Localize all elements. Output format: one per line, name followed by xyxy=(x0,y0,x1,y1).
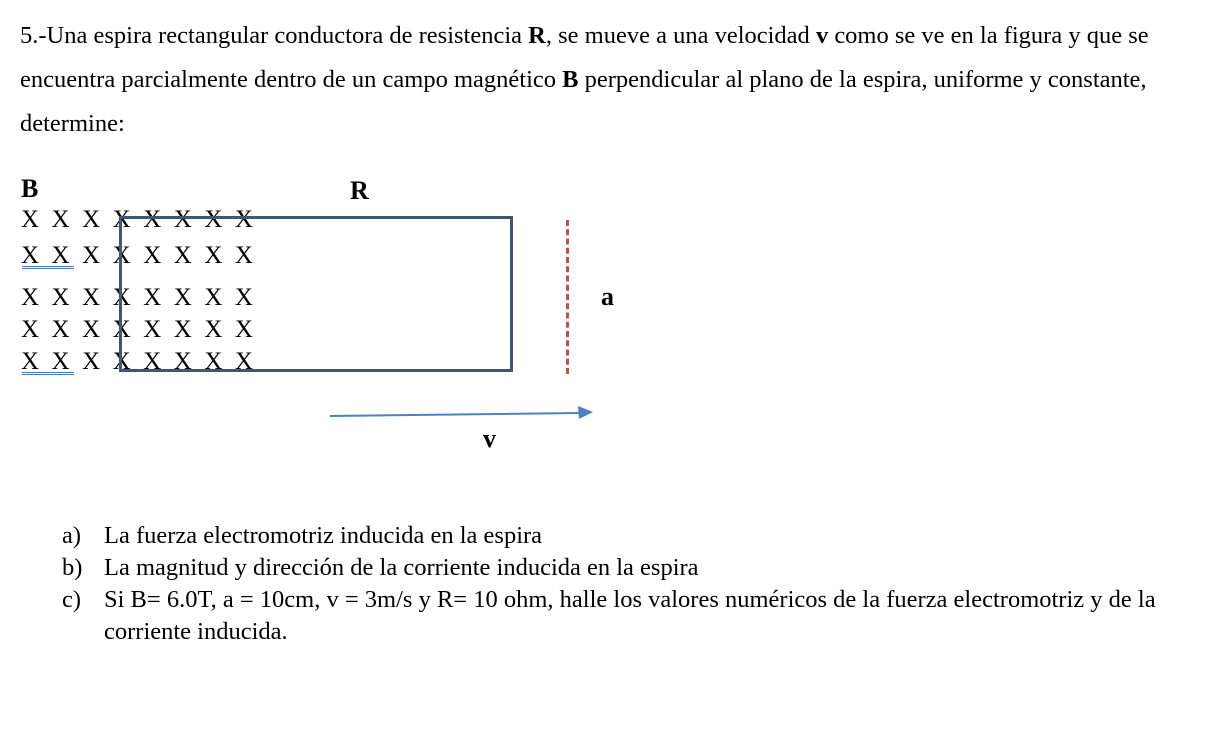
dimension-line-a xyxy=(566,220,569,374)
problem-text-4: perpendicular al plano de la espira, uniforme y constante, determine: xyxy=(20,66,1147,137)
field-row-3: X X X X X X X X xyxy=(21,284,253,311)
velocity-arrow-head xyxy=(578,406,593,419)
figure-label-a: a xyxy=(601,282,614,311)
problem-statement xyxy=(20,14,1170,146)
velocity-arrow-shaft xyxy=(330,413,579,416)
question-text: La fuerza electromotriz inducida en la espira xyxy=(104,522,543,549)
conducting-loop xyxy=(119,216,513,372)
problem-number: 5.- xyxy=(20,22,47,49)
figure-label-r: R xyxy=(350,176,369,205)
figure-label-v: v xyxy=(483,424,496,453)
symbol-r: R xyxy=(528,22,546,49)
problem-text-3: como se ve en la figura y que se encuentra parcialmente dentro de un campo magnético xyxy=(20,22,1149,93)
problem-text-1: Una espira rectangular conductora de resistencia xyxy=(46,22,529,49)
field-row-4: X X X X X X X X xyxy=(21,316,253,343)
symbol-v: v xyxy=(815,22,829,49)
spellcheck-underline xyxy=(22,372,74,375)
question-list xyxy=(62,520,1162,648)
figure-label-b: B xyxy=(21,174,39,203)
question-text: La magnitud y dirección de la corriente inducida en la espira xyxy=(104,554,699,581)
field-row-5: X X X X X X X X xyxy=(21,348,253,375)
problem-text-2: , se mueve a una velocidad xyxy=(545,22,816,49)
question-text: Si B= 6.0T, a = 10cm, v = 3m/s y R= 10 ohm, halle los valores numéricos de la fuerza electromotriz y de la corriente inducida. xyxy=(104,586,1156,645)
symbol-b: B xyxy=(562,66,579,93)
question-mark: a) xyxy=(62,522,82,549)
question-item xyxy=(62,552,1162,584)
question-mark: c) xyxy=(62,586,82,613)
velocity-arrow xyxy=(325,400,605,426)
spellcheck-underline xyxy=(22,266,74,269)
field-row-1: X X X X X X X X xyxy=(21,206,253,233)
field-row-2: X X X X X X X X xyxy=(21,242,253,269)
question-item xyxy=(62,520,1162,552)
question-item xyxy=(62,584,1162,648)
question-mark: b) xyxy=(62,554,83,581)
